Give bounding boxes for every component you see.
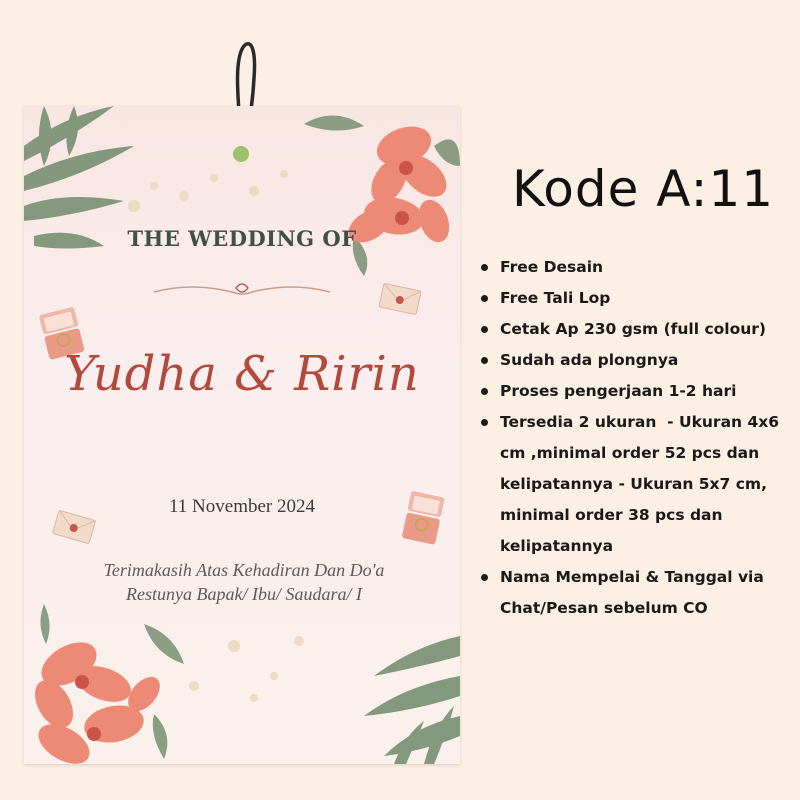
- wedding-date: 11 November 2024: [169, 496, 315, 517]
- ornament-divider-icon: [152, 278, 332, 302]
- thanks-line-2: Restunya Bapak/ Ibu/ Saudara/ I: [126, 584, 362, 604]
- feature-list: [476, 252, 798, 624]
- invitation-card: [24, 106, 460, 764]
- card-title: THE WEDDING OF: [127, 226, 357, 251]
- product-code: Kode A:11: [512, 160, 775, 218]
- bottom-dots-icon: [174, 626, 314, 706]
- bottom-right-leaves-icon: [344, 616, 460, 764]
- list-item: Tersedia 2 ukuran - Ukuran 4x6 cm ,minimal order 52 pcs dan kelipatannya - Ukuran 5x7 cm, minimal order 38 pcs dan kelipatannya: [476, 407, 798, 562]
- bottom-left-flowers-icon: [24, 594, 184, 764]
- list-item: Free Tali Lop: [476, 283, 798, 314]
- list-item: Free Desain: [476, 252, 798, 283]
- green-dot-icon: [233, 146, 249, 162]
- list-item: Sudah ada plongnya: [476, 345, 798, 376]
- thanks-line-1: Terimakasih Atas Kehadiran Dan Do'a: [103, 560, 385, 580]
- couple-names: Yudha & Ririn: [64, 346, 420, 402]
- sparkle-dots-icon: [124, 166, 304, 226]
- list-item: Nama Mempelai & Tanggal via Chat/Pesan sebelum CO: [476, 562, 798, 624]
- list-item: Cetak Ap 230 gsm (full colour): [476, 314, 798, 345]
- list-item: Proses pengerjaan 1-2 hari: [476, 376, 798, 407]
- envelope-icon: [378, 282, 422, 316]
